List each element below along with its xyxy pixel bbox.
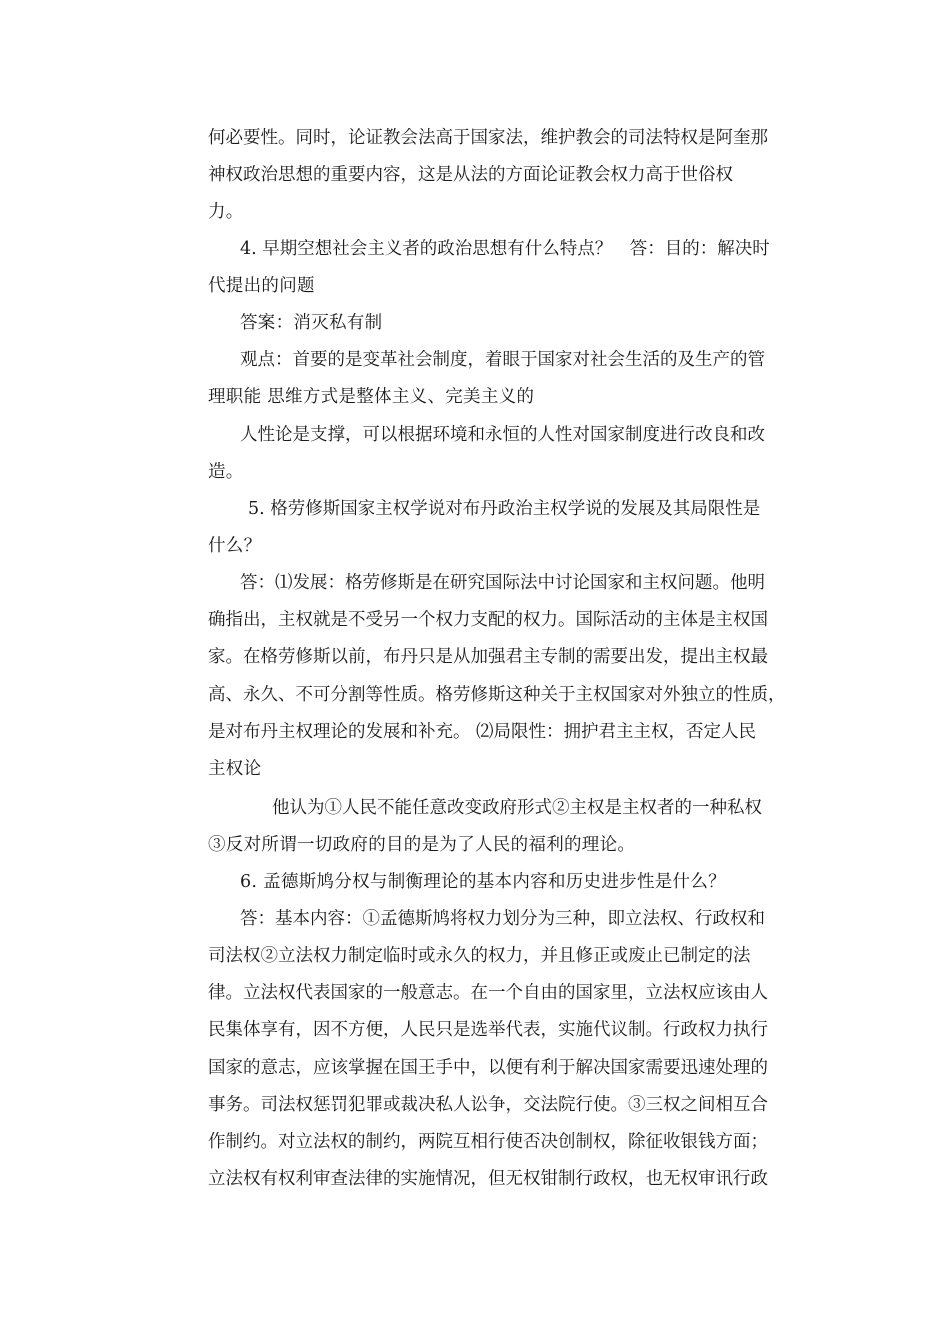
text-line: 事务。司法权惩罚犯罪或裁决私人讼争，交法院行使。③三权之间相互合 [208,1095,768,1115]
text-line: 家。在格劳修斯以前，布丹只是从加强君主专制的需要出发，提出主权最 [208,647,768,667]
text-line: 造。 [208,462,244,482]
text-line: 主权论 [208,759,262,779]
text-line: 司法权②立法权力制定临时或永久的权力，并且修正或废止已制定的法 [208,946,751,966]
text-line: 确指出，主权就是不受另一个权力支配的权力。国际活动的主体是主权国 [208,610,768,630]
text-line: 作制约。对立法权的制约，两院互相行使否决创制权，除征收银钱方面； [208,1132,768,1152]
text-line: 观点：首要的是变革社会制度，着眼于国家对社会生活的及生产的管 [240,350,765,370]
text-line: 立法权有权利审查法律的实施情况，但无权钳制行政权，也无权审讯行政 [208,1169,768,1189]
text-line: 人性论是支撑，可以根据环境和永恒的人性对国家制度进行改良和改 [240,425,765,445]
text-line: 高、永久、不可分割等性质。格劳修斯这种关于主权国家对外独立的性质， [208,685,786,705]
text-line: ③反对所谓一切政府的目的是为了人民的福利的理论。 [208,835,636,855]
text-line: 民集体享有，因不方便，人民只是选举代表，实施代议制。行政权力执行 [208,1020,768,1040]
text-line: 是对布丹主权理论的发展和补充。 ⑵局限性：拥护君主主权，否定人民 [208,722,757,742]
question-heading: 4. 早期空想社会主义者的政治思想有什么特点？ 答：目的：解决时 [240,239,770,259]
text-line: 理职能 思维方式是整体主义、完美主义的 [208,387,535,407]
text-line: 律。立法权代表国家的一般意志。在一个自由的国家里，立法权应该由人 [208,983,768,1003]
question-heading: 5. 格劳修斯国家主权学说对布丹政治主权学说的发展及其局限性是 [248,499,761,519]
text-line: 何必要性。同时，论证教会法高于国家法，维护教会的司法特权是阿奎那 [208,128,768,148]
text-line: 什么？ [208,536,262,556]
text-line: 代提出的问题 [208,276,315,296]
text-line: 他认为①人民不能任意改变政府形式②主权是主权者的一种私权 [272,798,762,818]
text-line: 答：⑴发展：格劳修斯是在研究国际法中讨论国家和主权问题。他明 [240,573,765,593]
text-line: 答案：消灭私有制 [240,313,383,333]
text-line: 力。 [208,202,244,222]
question-heading: 6. 孟德斯鸠分权与制衡理论的基本内容和历史进步性是什么？ [240,872,726,892]
text-line: 国家的意志，应该掌握在国王手中，以便有利于解决国家需要迅速处理的 [208,1058,768,1078]
text-line: 神权政治思想的重要内容，这是从法的方面论证教会权力高于世俗权 [208,165,733,185]
text-line: 答：基本内容：①孟德斯鸠将权力划分为三种，即立法权、行政权和 [240,909,765,929]
